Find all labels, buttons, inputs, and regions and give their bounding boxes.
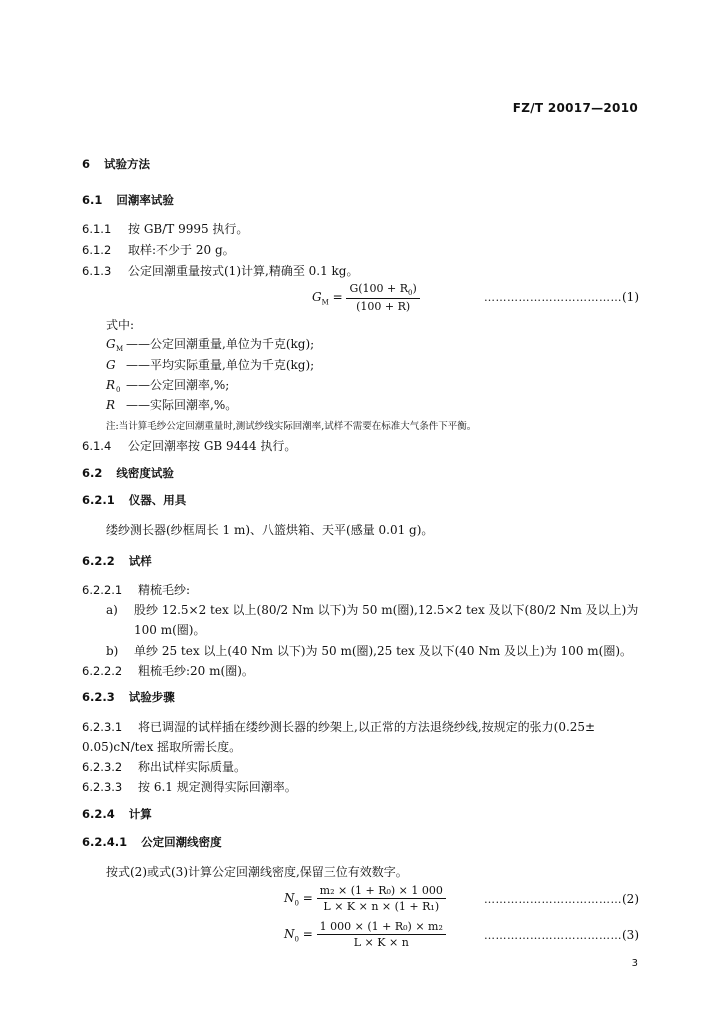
clause-6-2-4-1-text: 按式(2)或式(3)计算公定回潮线密度,保留三位有效数字。 bbox=[106, 865, 408, 879]
section-number: 6.1 bbox=[82, 193, 103, 207]
clause-6-1-2: 6.1.2 取样:不少于 20 g。 bbox=[82, 243, 235, 257]
clause-6-2-3-2: 6.2.3.2 称出试样实际质量。 bbox=[82, 760, 247, 774]
section-6-1-heading bbox=[82, 192, 174, 208]
item-b: b) 单纱 25 tex 以上(40 Nm 以下)为 50 m(圈),25 tex 及以下(40 Nm 及以上)为 100 m(圈)。 bbox=[106, 644, 633, 658]
section-6-2-4-1-heading: 6.2.4.1 公定回潮线密度 bbox=[82, 835, 222, 849]
clause-6-2-2-1: 6.2.2.1 精梳毛纱: bbox=[82, 583, 191, 597]
section-number: 6 bbox=[82, 157, 91, 171]
clause-6-2-2-2: 6.2.2.2 粗梳毛纱:20 m(圈)。 bbox=[82, 664, 254, 678]
formula-3: $N_0$ = $\frac{\text{1 000 × (1 + R₀) × m₂}}{L \times K \times n}$ bbox=[284, 920, 446, 949]
formula-2-label: ………………………………(2) bbox=[484, 892, 639, 906]
definition-r0: $R_0$ ——公定回潮率,%; bbox=[106, 378, 230, 395]
section-title: 试验方法 bbox=[104, 157, 151, 171]
section-6-heading bbox=[82, 156, 150, 172]
definition-g: G ——平均实际重量,单位为千克(kg); bbox=[106, 358, 315, 372]
formula-2: $N_0$ = $\frac{\text{m₂ × (1 + R₀) × 1 000}}{\text{L × K × n × (1 + R₁)}}$ bbox=[284, 884, 446, 913]
section-title: 回潮率试验 bbox=[116, 193, 174, 207]
formula-1-label: ………………………………(1) bbox=[484, 290, 639, 304]
definition-gm: $G_M$ ——公定回潮重量,单位为千克(kg); bbox=[106, 337, 315, 354]
clause-6-2-1-text: 缕纱测长器(纱框周长 1 m)、八篮烘箱、天平(感量 0.01 g)。 bbox=[106, 523, 434, 537]
section-6-2-1-heading: 6.2.1 仪器、用具 bbox=[82, 493, 187, 507]
definition-r: R ——实际回潮率,%。 bbox=[106, 398, 238, 412]
page-number: 3 bbox=[631, 958, 638, 969]
clause-6-2-3-1: 6.2.3.1 将已调湿的试样插在缕纱测长器的纱架上,以正常的方法退绕纱线,按规定的张力(0.25± bbox=[82, 720, 596, 734]
clause-6-1-3: 6.1.3 公定回潮重量按式(1)计算,精确至 0.1 kg。 bbox=[82, 264, 359, 278]
section-6-2-4-heading: 6.2.4 计算 bbox=[82, 807, 152, 821]
clause-6-1-4: 6.1.4 公定回潮率按 GB 9444 执行。 bbox=[82, 439, 297, 453]
item-a-continued: 100 m(圈)。 bbox=[134, 623, 206, 637]
where-label: 式中: bbox=[106, 318, 135, 332]
formula-1: $G_M$ = $\frac{G(100 + R_0)}{(100 + R)}$ bbox=[312, 282, 420, 313]
clause-6-2-3-1-continued: 0.05)cN/tex 摇取所需长度。 bbox=[82, 740, 242, 754]
clause-6-1-1: 6.1.1 按 GB/T 9995 执行。 bbox=[82, 222, 249, 236]
section-6-2-3-heading: 6.2.3 试验步骤 bbox=[82, 690, 175, 704]
document-header: FZ/T 20017—2010 bbox=[512, 101, 638, 115]
formula-3-label: ………………………………(3) bbox=[484, 928, 639, 942]
section-6-2-heading: 6.2 线密度试验 bbox=[82, 466, 174, 480]
section-6-2-2-heading: 6.2.2 试样 bbox=[82, 554, 152, 568]
clause-6-2-3-3: 6.2.3.3 按 6.1 规定测得实际回潮率。 bbox=[82, 780, 297, 794]
item-a: a) 股纱 12.5×2 tex 以上(80/2 Nm 以下)为 50 m(圈),12.5×2 tex 及以下(80/2 Nm 及以上)为 bbox=[106, 603, 639, 617]
note: 注:当计算毛纱公定回潮重量时,测试纱线实际回潮率,试样不需要在标准大气条件下平衡。 bbox=[106, 421, 477, 432]
